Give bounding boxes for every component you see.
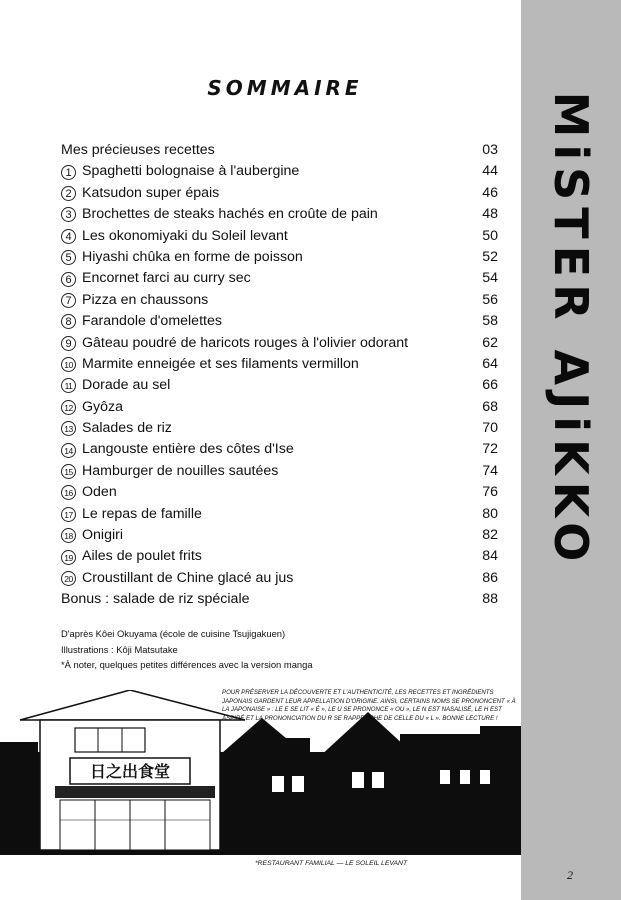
toc-page: 84: [482, 548, 498, 565]
toc-number-badge: 15: [61, 464, 76, 479]
toc-number-badge: 11: [61, 378, 76, 393]
toc-number-badge: 20: [61, 571, 76, 586]
toc-item[interactable]: [61, 504, 498, 525]
toc-page: 46: [482, 184, 498, 201]
toc-page: 86: [482, 569, 498, 586]
illustration-caption: *RESTAURANT FAMILIAL — LE SOLEIL LEVANT: [255, 860, 408, 867]
credit-note: *À noter, quelques petites différences avec la version manga: [61, 659, 313, 670]
toc-intro[interactable]: [61, 140, 498, 161]
toc-page: 62: [482, 334, 498, 351]
toc-title: Oden: [82, 484, 117, 501]
toc-title: Les okonomiyaki du Soleil levant: [82, 227, 288, 244]
toc-item[interactable]: [61, 482, 498, 503]
toc-page: 50: [482, 227, 498, 244]
toc-title: Marmite enneigée et ses filaments vermillon: [82, 355, 359, 372]
toc-title: Mes précieuses recettes: [61, 142, 215, 158]
toc-number-badge: 19: [61, 550, 76, 565]
toc-title: Salades de riz: [82, 420, 172, 437]
toc-item[interactable]: [61, 311, 498, 332]
toc-title: Bonus : salade de riz spéciale: [61, 591, 250, 608]
toc-item[interactable]: [61, 333, 498, 354]
toc-item[interactable]: [61, 397, 498, 418]
toc-number-badge: 16: [61, 485, 76, 500]
toc-number-badge: 1: [61, 165, 76, 180]
toc-page: 56: [482, 291, 498, 308]
toc-title: Onigiri: [82, 527, 123, 544]
toc-item[interactable]: [61, 568, 498, 589]
toc-title: Farandole d'omelettes: [82, 313, 222, 330]
toc-item[interactable]: [61, 204, 498, 225]
toc-number-badge: 9: [61, 336, 76, 351]
toc-number-badge: 13: [61, 421, 76, 436]
toc-item[interactable]: [61, 461, 498, 482]
toc-number-badge: 12: [61, 400, 76, 415]
toc-page: 72: [482, 441, 498, 458]
toc-number-badge: 17: [61, 507, 76, 522]
toc-number-badge: 14: [61, 443, 76, 458]
credit-source: D'après Kôei Okuyama (école de cuisine Tsujigakuen): [61, 628, 286, 639]
language-note: POUR PRÉSERVER LA DÉCOUVERTE ET L'AUTHENTICITÉ, LES RECETTES ET INGRÉDIENTS JAPONAIS GARDENT LEUR APPELLATION D'ORIGINE. AINSI, CERTAINS NOMS SE PRONONCENT « À LA JAPONAISE » : LE E SE LIT « É », LE U SE PRONONCE « OU », LE N EST NASALISÉ, LE H EST ASPIRÉ ET LA PRONONCIATION DU R SE RAPPROCHE DE CELLE DU « L ». BONNE LECTURE !: [222, 689, 516, 722]
toc-page: 52: [482, 248, 498, 265]
toc-title: Ailes de poulet frits: [82, 548, 202, 565]
toc-number-badge: 7: [61, 293, 76, 308]
toc-number-badge: 6: [61, 272, 76, 287]
toc-title: Gyôza: [82, 398, 124, 415]
toc-page: 74: [482, 462, 498, 479]
toc-number-badge: 5: [61, 250, 76, 265]
credits: [61, 626, 361, 673]
toc-title: Hamburger de nouilles sautées: [82, 462, 279, 479]
toc-item[interactable]: [61, 290, 498, 311]
toc-title: Spaghetti bolognaise à l'aubergine: [82, 163, 300, 180]
toc-item[interactable]: [61, 546, 498, 567]
toc-item[interactable]: [61, 226, 498, 247]
toc-item[interactable]: [61, 375, 498, 396]
toc-page: 48: [482, 206, 498, 223]
toc-title: Le repas de famille: [82, 505, 202, 522]
toc-item[interactable]: [61, 525, 498, 546]
toc-title: Katsudon super épais: [82, 184, 220, 201]
toc-number-badge: 8: [61, 314, 76, 329]
toc-number-badge: 2: [61, 186, 76, 201]
toc-page: 80: [482, 505, 498, 522]
toc-page: 76: [482, 484, 498, 501]
toc-page: 88: [482, 591, 498, 608]
toc-page: 03: [482, 142, 498, 158]
toc-page: 82: [482, 527, 498, 544]
toc-item[interactable]: [61, 183, 498, 204]
toc-number-badge: 3: [61, 207, 76, 222]
toc-title: Brochettes de steaks hachés en croûte de pain: [82, 206, 378, 223]
toc-title: Dorade au sel: [82, 377, 171, 394]
toc-page: 66: [482, 377, 498, 394]
toc-number-badge: 18: [61, 528, 76, 543]
toc-title: Gâteau poudré de haricots rouges à l'olivier odorant: [82, 334, 409, 351]
toc-page: 58: [482, 313, 498, 330]
shop-sign: 日之出食堂: [89, 762, 171, 781]
toc-bonus[interactable]: [61, 589, 498, 610]
toc-page: 54: [482, 270, 498, 287]
toc-page: 68: [482, 398, 498, 415]
toc-number-badge: 4: [61, 229, 76, 244]
toc-item[interactable]: [61, 268, 498, 289]
toc-item[interactable]: [61, 354, 498, 375]
credit-illustrations: Illustrations : Kôji Matsutake: [61, 643, 178, 655]
toc-item[interactable]: [61, 247, 498, 268]
toc-page: 64: [482, 355, 498, 372]
page-title: SOMMAIRE: [207, 76, 363, 100]
toc-title: Hiyashi chûka en forme de poisson: [82, 248, 303, 265]
toc-item[interactable]: [61, 439, 498, 460]
toc-item[interactable]: [61, 418, 498, 439]
toc-number-badge: 10: [61, 357, 76, 372]
series-title: MiSTER AJiKKO: [544, 91, 598, 569]
toc-title: Langouste entière des côtes d'Ise: [82, 441, 294, 458]
page-number: 2: [567, 868, 573, 882]
toc-item[interactable]: [61, 161, 498, 182]
toc-title: Encornet farci au curry sec: [82, 270, 251, 287]
toc-page: 70: [482, 420, 498, 437]
toc-title: Pizza en chaussons: [82, 291, 209, 308]
toc-title: Croustillant de Chine glacé au jus: [82, 569, 294, 586]
toc-page: 44: [482, 163, 498, 180]
table-of-contents: [61, 140, 498, 611]
